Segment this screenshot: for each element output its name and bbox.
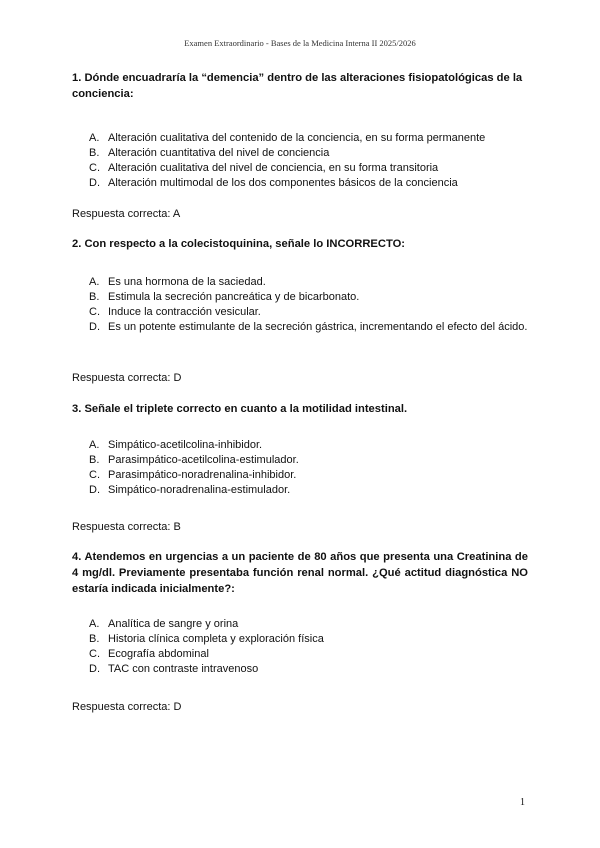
option-text: Ecografía abdominal xyxy=(108,648,209,660)
option-letter: D. xyxy=(89,177,100,189)
option-text: Alteración cualitativa del nivel de conciencia, en su forma transitoria xyxy=(108,162,439,174)
option-text: TAC con contraste intravenoso xyxy=(108,663,259,675)
option-letter: C. xyxy=(89,306,100,318)
option-letter: C. xyxy=(89,648,100,660)
question-number: 2. xyxy=(72,238,82,250)
option-text: Historia clínica completa y exploración física xyxy=(108,633,324,645)
option-b xyxy=(89,290,528,305)
option-text: Parasimpático-noradrenalina-inhibidor. xyxy=(108,469,297,481)
question-2 xyxy=(72,236,528,252)
question-text: Atendemos en urgencias a un paciente de 80 años que presenta una Creatinina de 4 mg/dl. Previamente presentaba función renal normal. ¿Qué actitud diagnóstica NO estaría indicada inicialmente?: xyxy=(72,551,528,595)
option-letter: D. xyxy=(89,484,100,496)
correct-answer-2: Respuesta correcta: D xyxy=(72,372,182,384)
option-b xyxy=(89,146,528,161)
option-letter: B. xyxy=(89,454,100,466)
option-text: Alteración multimodal de los dos componentes básicos de la conciencia xyxy=(108,177,458,189)
option-text: Parasimpático-acetilcolina-estimulador. xyxy=(108,454,299,466)
option-letter: A. xyxy=(89,439,100,451)
correct-answer-3: Respuesta correcta: B xyxy=(72,521,181,533)
question-number: 4. xyxy=(72,551,82,563)
option-c xyxy=(89,647,528,662)
option-text: Alteración cualitativa del contenido de la conciencia, en su forma permanente xyxy=(108,132,486,144)
option-letter: C. xyxy=(89,469,100,481)
option-d xyxy=(89,483,528,498)
option-c xyxy=(89,161,528,176)
option-b xyxy=(89,453,528,468)
option-text: Analítica de sangre y orina xyxy=(108,618,239,630)
option-letter: B. xyxy=(89,147,100,159)
question-1-options xyxy=(89,131,528,191)
question-4 xyxy=(72,549,528,597)
option-letter: A. xyxy=(89,132,100,144)
page-header: Examen Extraordinario - Bases de la Medicina Interna II 2025/2026 xyxy=(184,38,416,48)
question-3 xyxy=(72,401,528,417)
option-text: Alteración cuantitativa del nivel de conciencia xyxy=(108,147,330,159)
page-number: 1 xyxy=(520,797,525,808)
option-letter: C. xyxy=(89,162,100,174)
option-text: Simpático-noradrenalina-estimulador. xyxy=(108,484,291,496)
option-letter: A. xyxy=(89,276,100,288)
option-d xyxy=(89,176,528,191)
option-text: Induce la contracción vesicular. xyxy=(108,306,261,318)
option-d xyxy=(89,662,528,677)
question-3-options xyxy=(89,438,528,498)
option-d xyxy=(89,320,528,335)
option-a xyxy=(89,131,528,146)
option-text: Es una hormona de la saciedad. xyxy=(108,276,266,288)
option-a xyxy=(89,438,528,453)
question-4-options xyxy=(89,617,528,677)
option-c xyxy=(89,468,528,483)
option-c xyxy=(89,305,528,320)
option-letter: A. xyxy=(89,618,100,630)
question-text: Señale el triplete correcto en cuanto a la motilidad intestinal. xyxy=(84,403,408,415)
option-letter: B. xyxy=(89,291,100,303)
question-text: Dónde encuadraría la “demencia” dentro de las alteraciones fisiopatológicas de la conciencia: xyxy=(72,72,523,100)
option-text: Simpático-acetilcolina-inhibidor. xyxy=(108,439,263,451)
question-text: Con respecto a la colecistoquinina, señale lo INCORRECTO: xyxy=(84,238,406,250)
correct-answer-1: Respuesta correcta: A xyxy=(72,208,181,220)
option-a xyxy=(89,617,528,632)
option-b xyxy=(89,632,528,647)
question-number: 1. xyxy=(72,72,82,84)
question-number: 3. xyxy=(72,403,82,415)
correct-answer-4: Respuesta correcta: D xyxy=(72,701,182,713)
question-1 xyxy=(72,70,528,102)
option-letter: B. xyxy=(89,633,100,645)
question-2-options xyxy=(89,275,528,335)
option-text: Estimula la secreción pancreática y de bicarbonato. xyxy=(108,291,360,303)
option-letter: D. xyxy=(89,321,100,333)
option-text: Es un potente estimulante de la secreción gástrica, incrementando el efecto del ácido. xyxy=(108,321,528,333)
option-a xyxy=(89,275,528,290)
option-letter: D. xyxy=(89,663,100,675)
